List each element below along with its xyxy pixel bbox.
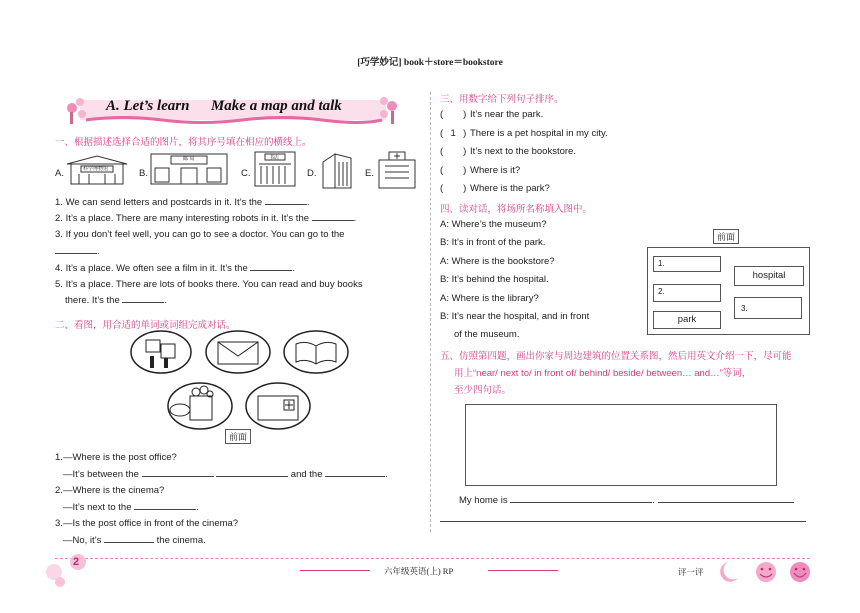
sign-post-office: 邮 局 <box>183 156 195 162</box>
footer-eval: 评一评 <box>678 567 704 577</box>
dialog-1-a: —It’s between the and the . <box>63 468 388 480</box>
footer-rule <box>55 558 810 559</box>
dialog-2-blank[interactable] <box>134 501 196 510</box>
footer-line-right <box>488 570 558 571</box>
column-divider <box>430 92 431 532</box>
option-label-b: B. <box>139 168 148 179</box>
rating-faces-icon <box>716 556 816 588</box>
map-box-1[interactable]: 1. <box>653 256 721 272</box>
map-park: park <box>653 311 721 329</box>
order-item-4: ( ) Where is it? <box>440 164 521 176</box>
drawing-area[interactable] <box>465 404 777 486</box>
footer-book: 六年级英语(上) RP <box>384 566 454 576</box>
dialog-line: A: Where’s the museum? <box>440 219 547 230</box>
section5-title: 五、仿照第四题，画出你家与周边建筑的位置关系图，然后用英文介绍一下，尽可能 用上“near/ next to/ in front of/ behind/ beside/ between… and…”等词， 至少四句话。 <box>440 351 792 396</box>
option-label-a: A. <box>55 168 64 179</box>
dialog-1-q: 1.—Where is the post office? <box>55 452 177 463</box>
section3-title: 三、用数字给下列句子排序。 <box>440 94 564 105</box>
dialog-line: B: It’s behind the hospital. <box>440 274 549 286</box>
my-home-blank-1[interactable] <box>510 494 652 503</box>
order-item-2: ( 1 ) There is a pet hospital in my city. <box>440 127 608 139</box>
dialog-1-blank-b[interactable] <box>216 468 288 477</box>
section2-dialogs <box>55 450 423 549</box>
front-label: 前面 <box>225 429 251 444</box>
order-item-5: ( ) Where is the park? <box>440 183 550 194</box>
option-label-d: D. <box>307 168 317 179</box>
option-label-c: C. <box>241 168 251 179</box>
answer-line-5[interactable] <box>122 294 164 303</box>
page-number: 2 <box>73 556 80 568</box>
dialog-line: B: It’s near the hospital, and in front <box>440 311 590 323</box>
tall-building-icon <box>317 150 357 190</box>
section2-title: 二、看图，用合适的单词或词组完成对话。 <box>55 320 236 331</box>
section4-dialog <box>440 216 589 345</box>
section1-questions: 1. We can send letters and postcards in it. It’s the . 2. It’s a place. There are many interesting robots in it. It’s the . 3. If you don’t feel well, you can go to see a doctor. You can go to the . 4. It’s a place. We often see a film in it. It’s the . 5. It’s a place. There are lots of books there. You can read and buy books there. It’s the . <box>55 195 423 309</box>
my-home-blank-2[interactable] <box>658 494 794 503</box>
section-banner <box>62 92 404 128</box>
section4-title: 四、读对话，将场所名称填入图中。 <box>440 204 593 215</box>
answer-line-2[interactable] <box>312 212 354 221</box>
question-4: 4. It’s a place. We often see a film in it. It’s the . <box>55 263 296 274</box>
dialog-line: A: Where is the library? <box>440 292 539 304</box>
hospital-building-icon <box>375 150 419 190</box>
dialog-line: of the museum. <box>454 329 520 341</box>
dialog-3-blank[interactable] <box>104 534 154 543</box>
map-box-3[interactable]: 3. <box>734 297 802 319</box>
question-2: 2. It’s a place. There are many interesting robots in it. It’s the . <box>55 213 357 224</box>
dialog-line: B: It’s in front of the park. <box>440 237 546 249</box>
footer-line-left <box>300 570 370 571</box>
writing-line[interactable] <box>440 521 806 522</box>
dialog-2-a: —It’s next to the . <box>63 501 199 513</box>
banner-title-b: Make a map and talk <box>210 98 342 114</box>
answer-line-4[interactable] <box>250 262 292 271</box>
page-flower-icon <box>40 550 100 590</box>
banner-title-a: A. Let’s learn <box>106 98 190 114</box>
dialog-line: A: Where is the bookstore? <box>440 255 555 267</box>
order-item-1: ( ) It’s near the park. <box>440 109 544 120</box>
section2-pictures <box>128 330 368 430</box>
sign-science-museum: 科学博物馆 <box>83 166 109 172</box>
my-home-line: My home is . <box>459 494 794 506</box>
option-label-e: E. <box>365 168 374 179</box>
header-tip: [巧学妙记] book＋store＝bookstore <box>357 58 503 68</box>
map-front-label: 前面 <box>713 229 739 244</box>
section1-title: 一、根据描述选择合适的图片，将其序号填在相应的横线上。 <box>55 137 312 148</box>
sign-bookstore: 书店 <box>269 155 280 161</box>
order-item-3: ( ) It’s next to the bookstore. <box>440 146 576 157</box>
dialog-3-q: 3.—Is the post office in front of the cinema? <box>55 518 239 529</box>
answer-line-3[interactable] <box>55 245 97 254</box>
pictures-oval-group <box>128 330 368 430</box>
map-box-2[interactable]: 2. <box>653 284 721 302</box>
map-hospital: hospital <box>734 266 804 286</box>
answer-line-1[interactable] <box>265 196 307 205</box>
dialog-2-q: 2.—Where is the cinema? <box>55 485 165 496</box>
question-5: 5. It’s a place. There are lots of books there. You can read and buy books <box>55 279 363 290</box>
section3-items <box>440 106 608 199</box>
map-frame <box>647 247 810 335</box>
dialog-1-blank-a[interactable] <box>142 468 214 477</box>
dialog-1-blank-c[interactable] <box>325 468 385 477</box>
question-3: 3. If you don’t feel well, you can go to see a doctor. You can go to the <box>55 229 345 240</box>
question-1: 1. We can send letters and postcards in it. It’s the . <box>55 197 310 208</box>
dialog-3-a: —No, it’s the cinema. <box>63 534 206 546</box>
building-options <box>55 150 427 194</box>
